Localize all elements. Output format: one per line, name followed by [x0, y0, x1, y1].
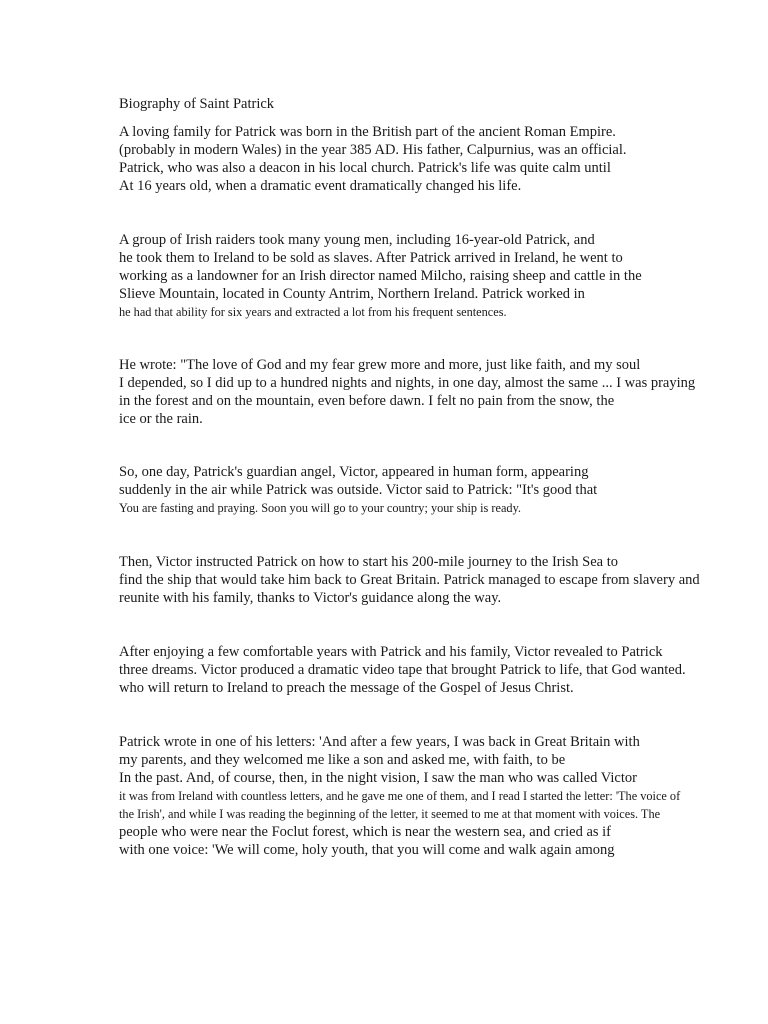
- text-line: find the ship that would take him back to Great Britain. Patrick managed to escape from slavery and: [119, 572, 700, 588]
- text-line: Patrick, who was also a deacon in his local church. Patrick's life was quite calm until: [119, 160, 611, 176]
- text-line: In the past. And, of course, then, in the night vision, I saw the man who was called Victor: [119, 770, 637, 786]
- text-line: who will return to Ireland to preach the message of the Gospel of Jesus Christ.: [119, 680, 574, 696]
- text-line: in the forest and on the mountain, even before dawn. I felt no pain from the snow, the: [119, 393, 615, 409]
- text-line: working as a landowner for an Irish director named Milcho, raising sheep and cattle in the: [119, 268, 642, 284]
- text-line: he took them to Ireland to be sold as slaves. After Patrick arrived in Ireland, he went to: [119, 250, 623, 266]
- paragraph-5: [119, 553, 719, 607]
- text-line: it was from Ireland with countless letters, and he gave me one of them, and I read I started the letter: 'The voice of: [119, 789, 681, 803]
- text-line: At 16 years old, when a dramatic event dramatically changed his life.: [119, 178, 522, 194]
- text-line: You are fasting and praying. Soon you will go to your country; your ship is ready.: [119, 501, 521, 515]
- text-line: Then, Victor instructed Patrick on how to start his 200-mile journey to the Irish Sea to: [119, 554, 619, 570]
- paragraph-4: [119, 463, 719, 517]
- text-line: people who were near the Foclut forest, which is near the western sea, and cried as if: [119, 824, 612, 840]
- text-line: So, one day, Patrick's guardian angel, Victor, appeared in human form, appearing: [119, 464, 589, 480]
- paragraph-3: [119, 356, 719, 428]
- document-title: Biography of Saint Patrick: [119, 96, 275, 112]
- text-line: reunite with his family, thanks to Victor's guidance along the way.: [119, 590, 502, 606]
- text-line: my parents, and they welcomed me like a son and asked me, with faith, to be: [119, 752, 566, 768]
- paragraph-2: [119, 231, 719, 321]
- text-line: (probably in modern Wales) in the year 385 AD. His father, Calpurnius, was an official.: [119, 142, 627, 158]
- text-line: A group of Irish raiders took many young men, including 16-year-old Patrick, and: [119, 232, 595, 248]
- text-line: A loving family for Patrick was born in the British part of the ancient Roman Empire.: [119, 124, 616, 140]
- paragraph-7: [119, 733, 719, 859]
- text-line: the Irish', and while I was reading the beginning of the letter, it seemed to me at that moment with voices. The: [119, 807, 661, 821]
- paragraph-6: [119, 643, 719, 697]
- text-line: I depended, so I did up to a hundred nights and nights, in one day, almost the same ... I was praying: [119, 375, 696, 391]
- paragraph-1: [119, 123, 719, 195]
- text-line: After enjoying a few comfortable years with Patrick and his family, Victor revealed to Patrick: [119, 644, 663, 660]
- text-line: ice or the rain.: [119, 411, 203, 427]
- text-line: with one voice: 'We will come, holy youth, that you will come and walk again among: [119, 842, 615, 858]
- text-line: suddenly in the air while Patrick was outside. Victor said to Patrick: "It's good that: [119, 482, 598, 498]
- text-line: He wrote: "The love of God and my fear grew more and more, just like faith, and my soul: [119, 357, 641, 373]
- text-line: he had that ability for six years and extracted a lot from his frequent sentences.: [119, 305, 507, 319]
- text-line: Patrick wrote in one of his letters: 'And after a few years, I was back in Great Britain with: [119, 734, 640, 750]
- text-line: Slieve Mountain, located in County Antrim, Northern Ireland. Patrick worked in: [119, 286, 585, 302]
- text-line: three dreams. Victor produced a dramatic video tape that brought Patrick to life, that God wanted.: [119, 662, 686, 678]
